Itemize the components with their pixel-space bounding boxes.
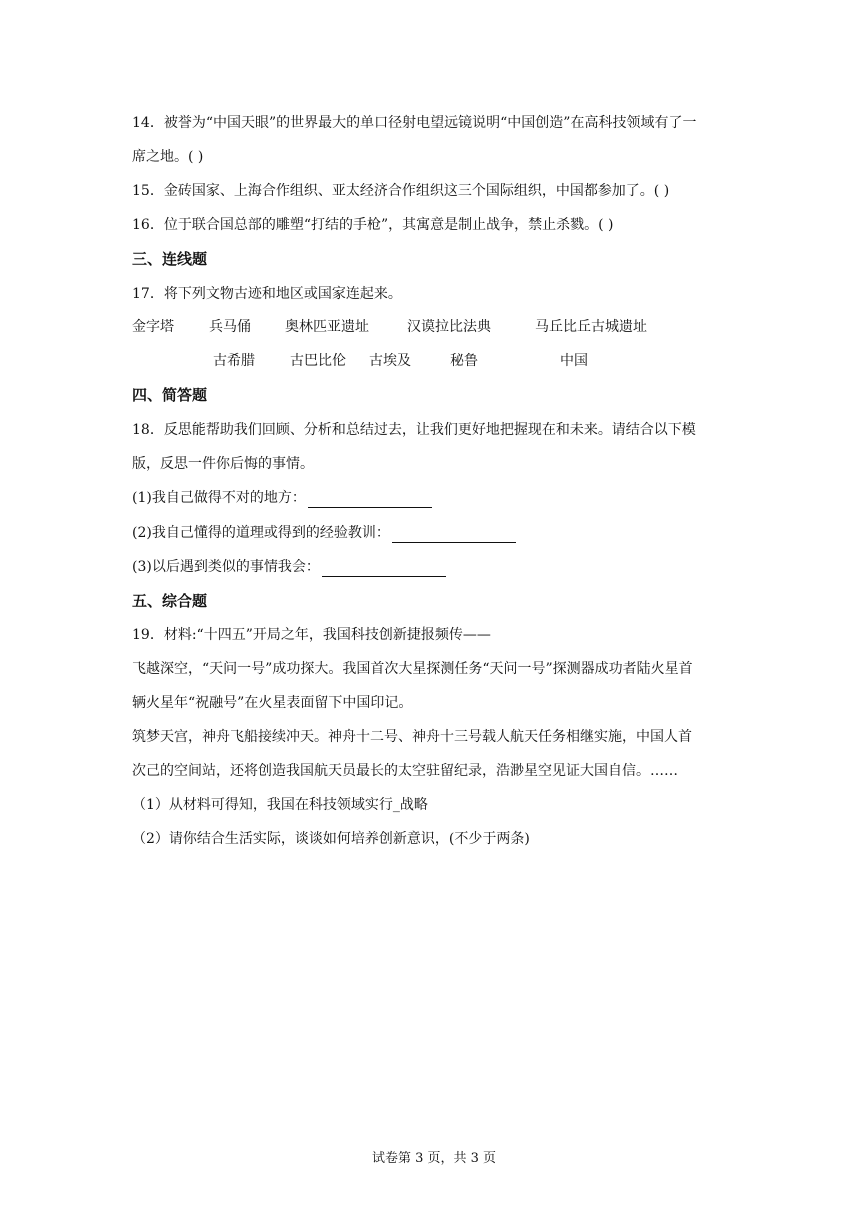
place-item[interactable]: 古希腊	[213, 353, 255, 369]
question-18-item-2	[132, 523, 516, 543]
question-19-sub-2: （2）请你结合生活实际，谈谈如何培养创新意识，(不少于两条)	[132, 831, 530, 847]
section-heading-matching: 三、连线题	[132, 250, 208, 268]
answer-blank[interactable]	[308, 493, 432, 508]
relic-item[interactable]: 金字塔	[132, 319, 174, 335]
place-item[interactable]: 古巴比伦	[290, 353, 346, 369]
question-16: 16．位于联合国总部的雕塑“打结的手枪”，其寓意是制止战争，禁止杀戮。( )	[132, 217, 614, 233]
question-17-prompt: 17．将下列文物古迹和地区或国家连起来。	[132, 286, 402, 302]
section-heading-short-answer: 四、简答题	[132, 386, 208, 404]
question-19-line-2: 飞越深空，“天问一号”成功探大。我国首次大星探测任务“天问一号”探测器成功者陆火星首	[132, 661, 693, 677]
answer-blank[interactable]	[392, 528, 516, 543]
relic-item[interactable]: 兵马俑	[209, 319, 251, 335]
page-footer: 试卷第 3 页，共 3 页	[371, 1151, 497, 1166]
question-15: 15．金砖国家、上海合作组织、亚太经济合作组织这三个国际组织，中国都参加了。( )	[132, 183, 670, 199]
place-item[interactable]: 古埃及	[369, 353, 411, 369]
question-18-item-1	[132, 488, 432, 508]
question-14-line-1: 14．被誉为“中国天眼”的世界最大的单口径射电望远镜说明“中国创造”在高科技领域有了一	[132, 115, 697, 131]
place-item[interactable]: 中国	[560, 353, 588, 369]
question-19-line-3: 辆火星年“祝融号”在火星表面留下中国印记。	[132, 695, 413, 711]
relic-item[interactable]: 马丘比丘古城遗址	[535, 319, 647, 335]
question-18-line-1: 18．反思能帮助我们回顾、分析和总结过去，让我们更好地把握现在和未来。请结合以下模	[132, 422, 696, 438]
question-19-line-5: 次己的空间站，还将创造我国航天员最长的太空驻留纪录，浩渺星空见证大国自信。……	[132, 763, 678, 779]
question-18-item-2-label: (2)我自己懂得的道理或得到的经验教训：	[132, 525, 390, 541]
question-18-item-1-label: (1)我自己做得不对的地方：	[132, 490, 306, 506]
question-19-sub-1: （1）从材料可得知，我国在科技领域实行_战略	[132, 797, 428, 813]
answer-blank[interactable]	[322, 562, 446, 577]
question-18-line-2: 版，反思一件你后悔的事情。	[132, 456, 314, 472]
place-item[interactable]: 秘鲁	[450, 353, 478, 369]
question-14-line-2: 席之地。( )	[132, 149, 204, 165]
relic-item[interactable]: 汉谟拉比法典	[407, 319, 491, 335]
section-heading-comprehensive: 五、综合题	[132, 592, 208, 610]
question-18-item-3	[132, 557, 446, 577]
question-19-line-1: 19．材料:“十四五”开局之年，我国科技创新捷报频传——	[132, 627, 491, 643]
question-19-line-4: 筑梦天宫，神舟飞船接续冲天。神舟十二号、神舟十三号载人航天任务相继实施，中国人首	[132, 729, 692, 745]
relic-item[interactable]: 奥林匹亚遗址	[285, 319, 369, 335]
question-18-item-3-label: (3)以后遇到类似的事情我会：	[132, 559, 320, 575]
